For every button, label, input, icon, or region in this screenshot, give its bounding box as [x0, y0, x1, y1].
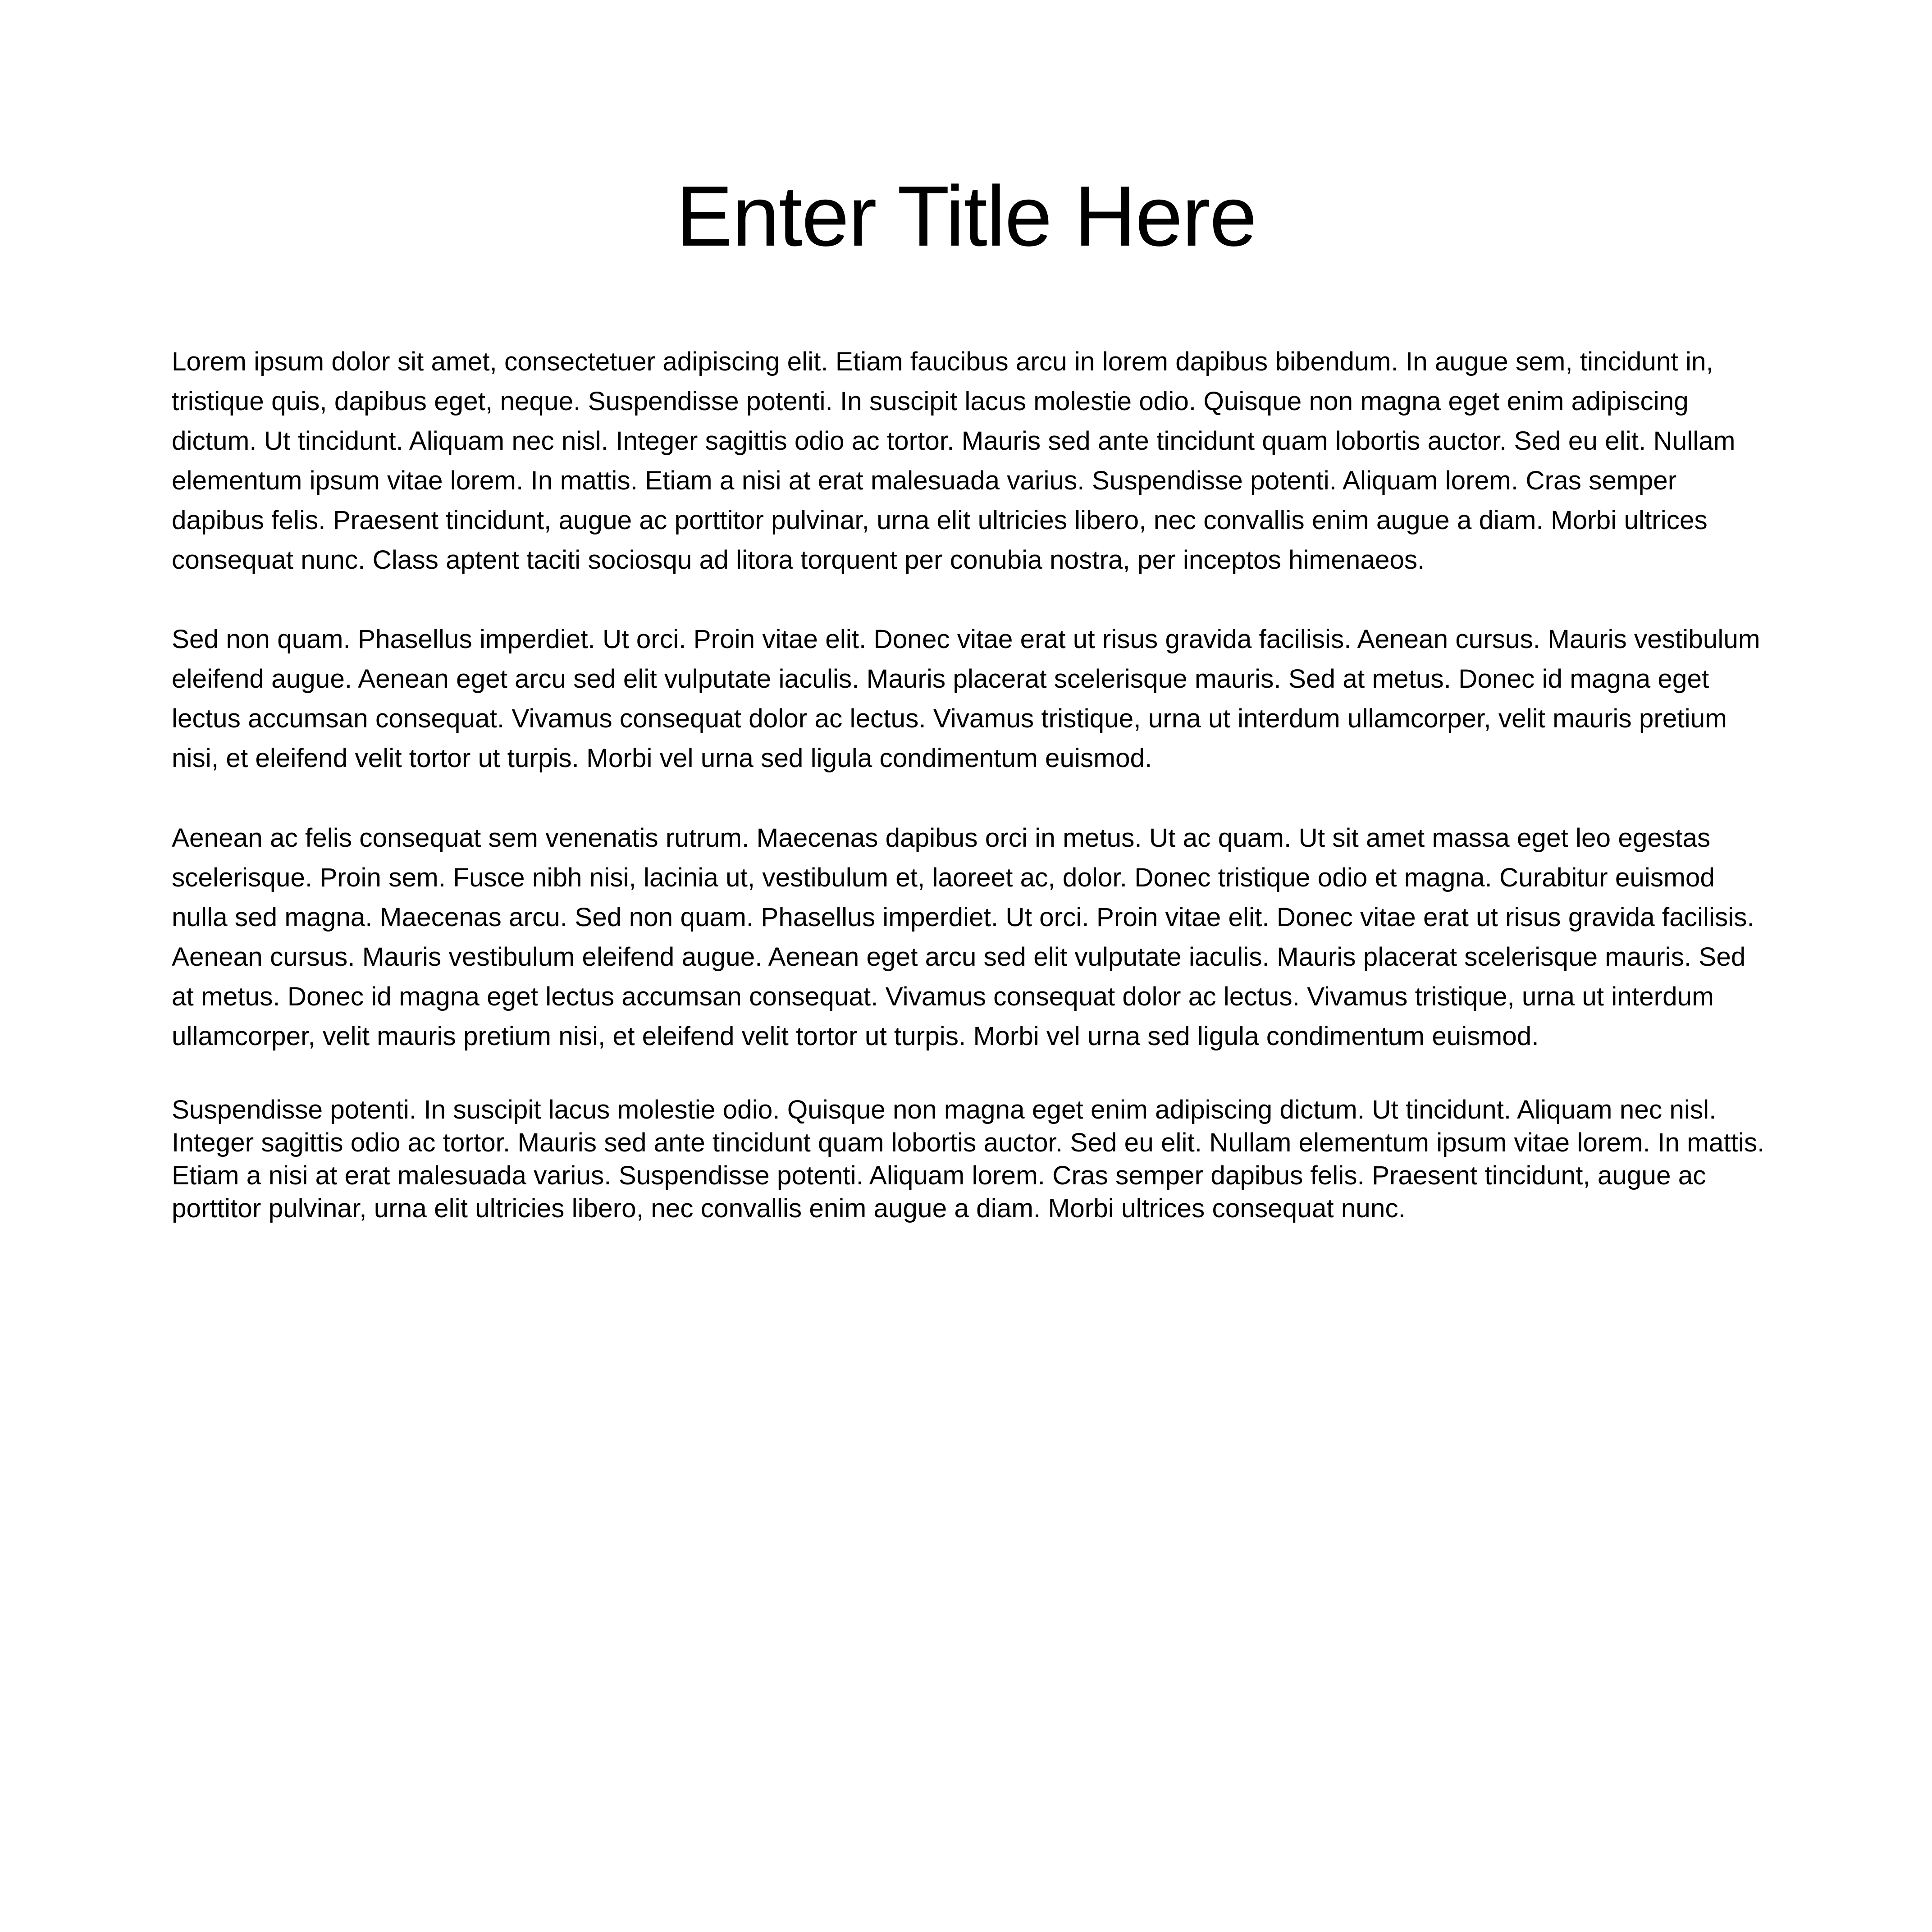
document-title: Enter Title Here [676, 169, 1256, 264]
body-paragraph-3: Aenean ac felis consequat sem venenatis rutrum. Maecenas dapibus orci in metus. Ut ac quam. Ut sit amet massa eget leo egestas scelerisque. Proin sem. Fusce nibh nisi, lacinia ut, vestibulum et, laoreet ac, dolor. Donec tristique odio et magna. Curabitur euismod nulla sed magna. Maecenas arcu. Sed non quam. Phasellus imperdiet. Ut orci. Proin vitae elit. Donec vitae erat ut risus gravida facilisis. Aenean cursus. Mauris vestibulum eleifend augue. Aenean eget arcu sed elit vulputate iaculis. Mauris placerat scelerisque mauris. Sed at metus. Donec id magna eget lectus accumsan consequat. Vivamus consequat dolor ac lectus. Vivamus tristique, urna ut interdum ullamcorper, velit mauris pretium nisi, et eleifend velit tortor ut turpis. Morbi vel urna sed ligula condimentum euismod. [172, 823, 1754, 1051]
body-paragraph-2: Sed non quam. Phasellus imperdiet. Ut orci. Proin vitae elit. Donec vitae erat ut risus gravida facilisis. Aenean cursus. Mauris vestibulum eleifend augue. Aenean eget arcu sed elit vulputate iaculis. Mauris placerat scelerisque mauris. Sed at metus. Donec id magna eget lectus accumsan consequat. Vivamus consequat dolor ac lectus. Vivamus tristique, urna ut interdum ullamcorper, velit mauris pretium nisi, et eleifend velit tortor ut turpis. Morbi vel urna sed ligula condimentum euismod. [172, 625, 1760, 773]
body-paragraph-4: Suspendisse potenti. In suscipit lacus molestie odio. Quisque non magna eget enim adipiscing dictum. Ut tincidunt. Aliquam nec nisl. Integer sagittis odio ac tortor. Mauris sed ante tincidunt quam lobortis auctor. Sed eu elit. Nullam elementum ipsum vitae lorem. In mattis. Etiam a nisi at erat malesuada varius. Suspendisse potenti. Aliquam lorem. Cras semper dapibus felis. Praesent tincidunt, augue ac porttitor pulvinar, urna elit ultricies libero, nec convallis enim augue a diam. Morbi ultrices consequat nunc. [172, 1095, 1765, 1223]
body-paragraph-1: Lorem ipsum dolor sit amet, consectetuer adipiscing elit. Etiam faucibus arcu in lorem dapibus bibendum. In augue sem, tincidunt in, tristique quis, dapibus eget, neque. Suspendisse potenti. In suscipit lacus molestie odio. Quisque non magna eget enim adipiscing dictum. Ut tincidunt. Aliquam nec nisl. Integer sagittis odio ac tortor. Mauris sed ante tincidunt quam lobortis auctor. Sed eu elit. Nullam elementum ipsum vitae lorem. In mattis. Etiam a nisi at erat malesuada varius. Suspendisse potenti. Aliquam lorem. Cras semper dapibus felis. Praesent tincidunt, augue ac porttitor pulvinar, urna elit ultricies libero, nec convallis enim augue a diam. Morbi ultrices consequat nunc. Class aptent taciti sociosqu ad litora torquent per conubia nostra, per inceptos himenaeos. [172, 347, 1736, 575]
